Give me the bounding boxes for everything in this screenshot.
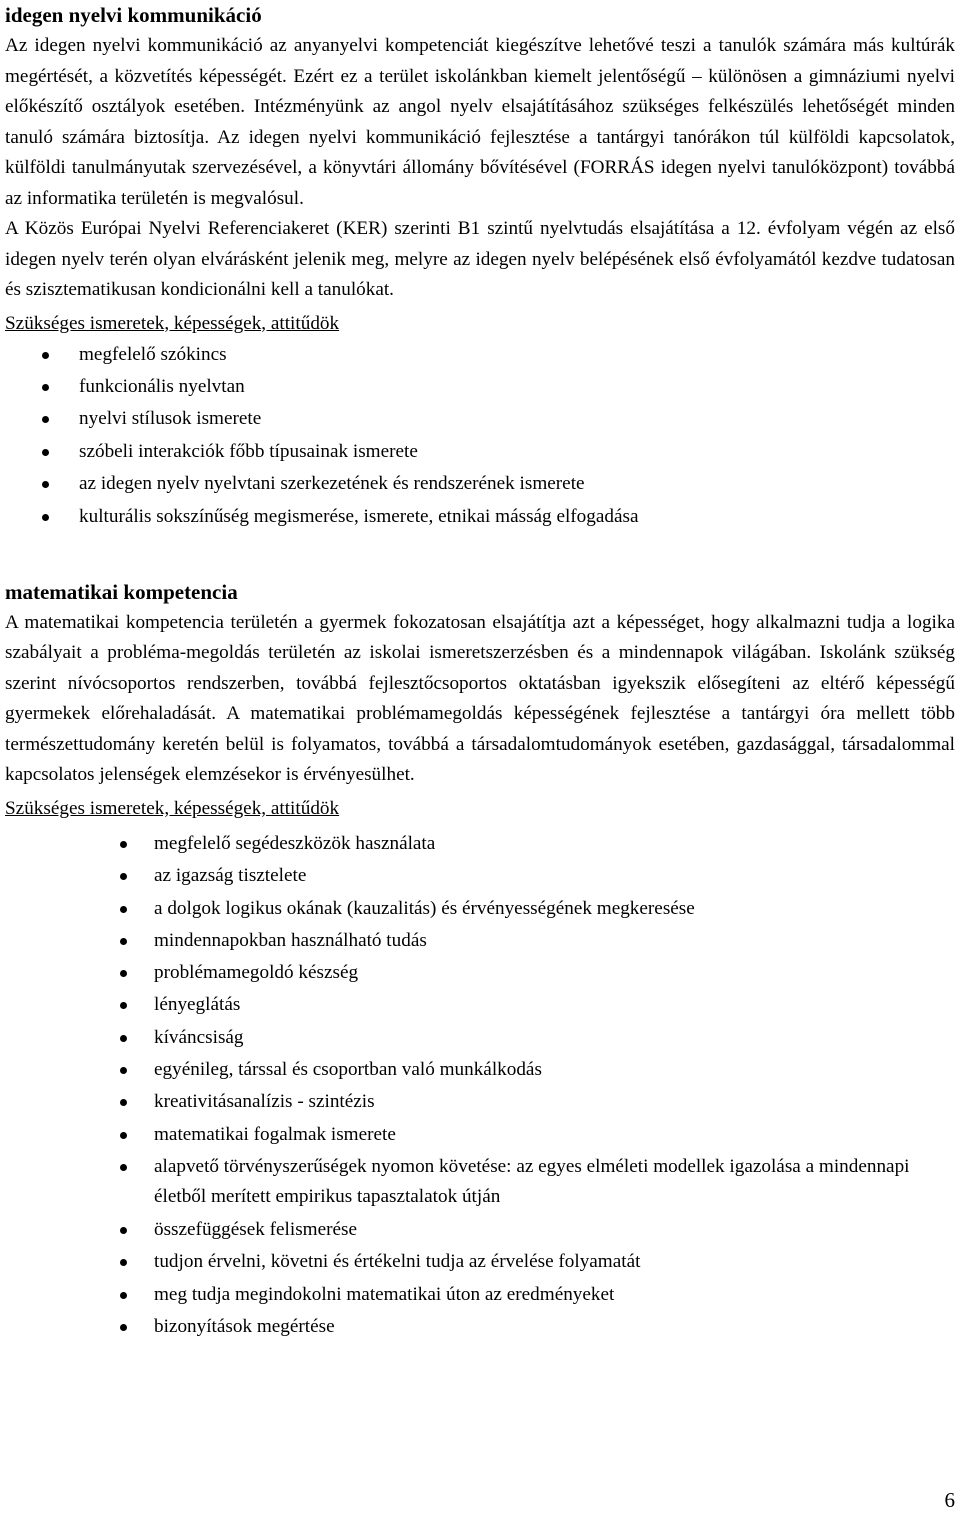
bullet-icon [42,481,49,488]
list-item [5,1086,955,1118]
bullet-icon [120,873,127,880]
list-item-text: egyénileg, társsal és csoportban való munkálkodás [154,1059,542,1081]
list-item [5,893,955,925]
bullet-icon [120,1259,127,1266]
list-item-text: problémamegoldó készség [154,962,359,984]
bullet-icon [120,841,127,848]
list-item [5,1151,955,1214]
list-item [5,1311,955,1343]
bullet-icon [42,352,49,359]
bullet-icon [42,514,49,521]
list-item [5,1246,955,1278]
list-item-text: mindennapokban használható tudás [154,929,427,951]
bullet-list [5,828,955,1343]
list-item-text: szóbeli interakciók főbb típusainak ismerete [79,440,418,462]
list-item [5,1214,955,1246]
bullet-icon [120,1324,127,1331]
section-paragraph: A matematikai kompetencia területén a gyermek fokozatosan elsajátítja azt a képességet, hogy alkalmazni tudja a logika szabályait a probléma-megoldás területén az iskolai ismeretszerzésben és a mindennapok világában. Iskolánk szükség szerint nívócsoportos rendszerben, továbbá fejlesztőcsoportos oktatásban igyekszik elősegíteni az eltérő képességű gyermekek előrehaladását. A matematikai problémamegoldás képességének fejlesztése a tantárgyi óra mellett több természettudomány keretén belül is folyamatos, továbbá a társadalomtudományok esetében, gazdasággal, társadalommal kapcsolatos jelenségek elemzésekor is érvényesülhet. [5,611,955,786]
list-item [5,371,955,403]
list-item [5,828,955,860]
list-item-text: megfelelő szókincs [79,343,227,365]
section-heading-foreign-language: idegen nyelvi kommunikáció [5,3,262,27]
list-item [5,436,955,468]
list-item [5,1022,955,1054]
list-item-text: az idegen nyelv nyelvtani szerkezetének és rendszerének ismerete [79,473,585,495]
bullet-icon [120,906,127,913]
list-item [5,1119,955,1151]
list-item-text: tudjon érvelni, követni és értékelni tudja az érvelése folyamatát [154,1251,641,1273]
list-item-text: alapvető törvényszerűségek nyomon követése: az egyes elméleti modellek igazolása a mindennapi életből merített empirikus tapasztalatok útján [154,1155,910,1208]
list-item [5,957,955,989]
list-item-text: matematikai fogalmak ismerete [154,1123,396,1145]
section-subheading: Szükséges ismeretek, képességek, attitűdök [5,797,340,819]
bullet-icon [120,1292,127,1299]
list-item-text: összefüggések felismerése [154,1218,357,1240]
list-item-text: kreativitásanalízis - szintézis [154,1091,375,1113]
bullet-icon [120,1035,127,1042]
list-item [5,860,955,892]
bullet-icon [120,1164,127,1171]
list-item [5,1279,955,1311]
list-item-text: a dolgok logikus okának (kauzalitás) és érvényességének megkeresése [154,897,695,919]
bullet-icon [42,449,49,456]
list-item-text: kíváncsiság [154,1026,244,1048]
bullet-icon [120,970,127,977]
section-heading-math: matematikai kompetencia [5,579,238,604]
list-item [5,501,955,533]
bullet-icon [120,1067,127,1074]
bullet-icon [120,1002,127,1009]
section-subheading: Szükséges ismeretek, képességek, attitűdök [5,312,340,334]
bullet-icon [42,416,49,423]
document-page [5,0,955,1343]
bullet-icon [120,938,127,945]
list-item-text: nyelvi stílusok ismerete [79,408,262,430]
list-item [5,468,955,500]
list-item-text: kulturális sokszínűség megismerése, ismerete, etnikai másság elfogadása [79,505,639,527]
list-item-text: megfelelő segédeszközök használata [154,832,436,854]
list-item [5,1054,955,1086]
list-item [5,403,955,435]
bullet-icon [120,1132,127,1139]
list-item [5,339,955,371]
bullet-icon [120,1227,127,1234]
section-paragraph-ker: A Közös Európai Nyelvi Referenciakeret (KER) szerinti B1 szintű nyelvtudás elsajátítása a 12. évfolyam végén az első idegen nyelv terén olyan elvárásként jelenik meg, melyre az idegen nyelv belépésének első évfolyamától kezdve tudatosan és szisztematikusan kondicionálni kell a tanulókat. [5,218,955,300]
list-item-text: bizonyítások megértése [154,1315,335,1337]
list-item [5,925,955,957]
list-item-text: funkcionális nyelvtan [79,375,245,397]
bullet-icon [120,1099,127,1106]
list-item-text: az igazság tisztelete [154,865,307,887]
list-item-text: lényeglátás [154,994,241,1016]
page-number: 6 [944,1488,955,1512]
list-item [5,989,955,1021]
list-item-text: meg tudja megindokolni matematikai úton az eredményeket [154,1283,615,1305]
bullet-icon [42,384,49,391]
section-paragraph: Az idegen nyelvi kommunikáció az anyanyelvi kompetenciát kiegészítve lehetővé teszi a tanulók számára más kultúrák megértését, a közvetítés képességét. Ezért ez a terület iskolánkban kiemelt jelentőségű – különösen a gimnáziumi nyelvi előkészítő osztályok esetében. Intézményünk az angol nyelv elsajátításához szükséges felkészülés lehetőségét minden tanuló számára biztosítja. Az idegen nyelvi kommunikáció fejlesztése a tantárgyi tanórákon túl külföldi kapcsolatok, külföldi tanulmányutak szervezésével, a könyvtári állomány bővítésével (FORRÁS idegen nyelvi tanulóközpont) továbbá az informatika területén is megvalósul. [5,35,955,209]
bullet-list [5,339,955,533]
